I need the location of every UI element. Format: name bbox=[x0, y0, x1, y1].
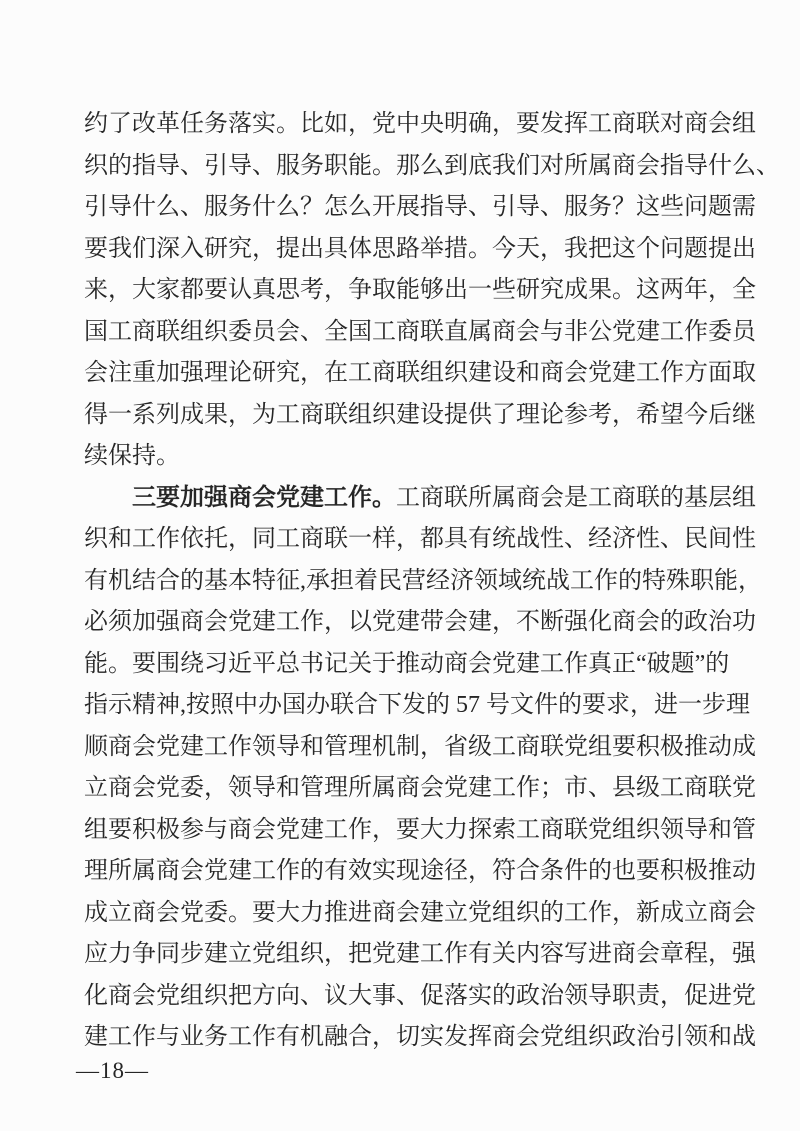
paragraph-lead-emphasis: 三要加强商会党建工作。 bbox=[132, 484, 396, 511]
text-line: 成立商会党委。要大力推进商会建立党组织的工作，新成立商会 bbox=[84, 899, 756, 926]
text-line: 续保持。 bbox=[84, 443, 180, 469]
text-line: 约了改革任务落实。比如，党中央明确，要发挥工商联对商会组 bbox=[84, 111, 756, 137]
text-line: 组要积极参与商会党建工作，要大力探索工商联党组织领导和管 bbox=[84, 816, 756, 843]
text-line: 建工作与业务工作有机融合，切实发挥商会党组织政治引领和战 bbox=[84, 1024, 756, 1050]
text-line: 要我们深入研究，提出具体思路举措。今天，我把这个问题提出 bbox=[84, 235, 756, 262]
text-line: 织的指导、引导、服务职能。那么到底我们对所属商会指导什么、 bbox=[84, 152, 780, 179]
document-text bbox=[84, 104, 780, 1059]
text-line: 应力争同步建立党组织，把党建工作有关内容写进商会章程，强 bbox=[84, 941, 756, 967]
text-line: 必须加强商会党建工作，以党建带会建，不断强化商会的政治功 bbox=[84, 609, 756, 635]
text-line: 立商会党委，领导和管理所属商会党建工作；市、县级工商联党 bbox=[84, 775, 756, 801]
text-line: 来，大家都要认真思考，争取能够出一些研究成果。这两年，全 bbox=[84, 277, 756, 303]
text-line: 指示精神,按照中办国办联合下发的 57 号文件的要求，进一步理 bbox=[84, 692, 750, 718]
text-line: 有机结合的基本特征,承担着民营经济领域统战工作的特殊职能， bbox=[84, 567, 762, 594]
text-line: 会注重加强理论研究，在工商联组织建设和商会党建工作方面取 bbox=[84, 360, 756, 386]
text-line: 化商会党组织把方向、议大事、促落实的政治领导职责，促进党 bbox=[84, 982, 756, 1009]
text-line: 得一系列成果，为工商联组织建设提供了理论参考，希望今后继 bbox=[84, 401, 756, 428]
page-number: —18— bbox=[76, 1058, 149, 1083]
text-run: 工商联所属商会是工商联的基层组 bbox=[396, 484, 756, 511]
text-line: 引导什么、服务什么？怎么开展指导、引导、服务？这些问题需 bbox=[84, 194, 756, 220]
text-line: 理所属商会党建工作的有效实现途径，符合条件的也要积极推动 bbox=[84, 858, 756, 884]
text-line: 能。要围绕习近平总书记关于推动商会党建工作真正“破题”的 bbox=[84, 650, 730, 677]
text-line: 顺商会党建工作领导和管理机制，省级工商联党组要积极推动成 bbox=[84, 733, 756, 760]
text-line-paragraph-start bbox=[84, 478, 760, 520]
text-line: 织和工作依托，同工商联一样，都具有统战性、经济性、民间性 bbox=[84, 526, 756, 552]
text-line: 国工商联组织委员会、全国工商联直属商会与非公党建工作委员 bbox=[84, 318, 756, 345]
